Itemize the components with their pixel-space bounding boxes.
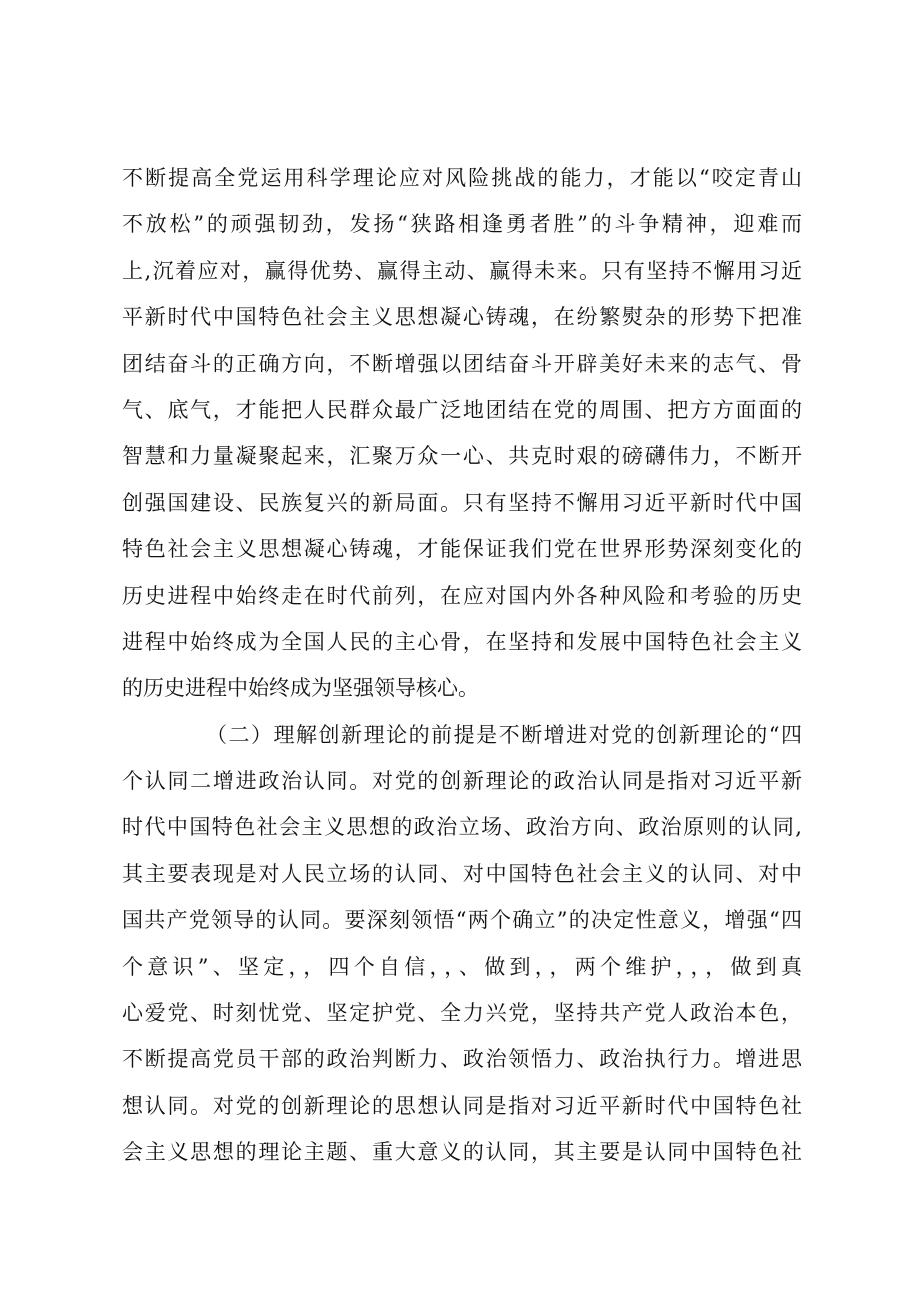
text-line: 不断提高党员干部的政治判断力、政治领悟力、政治执行力。增进思: [122, 1047, 802, 1072]
text-line: 想认同。对党的创新理论的思想认同是指对习近平新时代中国特色社: [122, 1093, 802, 1118]
text-line: 心爱党、时刻忧党、坚定护党、全力兴党，坚持共产党人政治本色，: [122, 1001, 802, 1026]
text-line: 团结奋斗的正确方向，不断增强以团结奋斗开辟美好未来的志气、骨: [122, 351, 802, 376]
text-line: 历史进程中始终走在时代前列，在应对国内外各种风险和考验的历史: [122, 583, 802, 608]
body-text: [122, 160, 802, 1181]
text-line: 气、底气，才能把人民群众最广泛地团结在党的周围、把方方面面的: [122, 397, 802, 422]
text-line: 上,沉着应对，赢得优势、赢得主动、赢得未来。只有坚持不懈用习近: [122, 258, 802, 283]
text-line: 其主要表现是对人民立场的认同、对中国特色社会主义的认同、对中: [122, 861, 802, 886]
text-line: 创强国建设、民族复兴的新局面。只有坚持不懈用习近平新时代中国: [122, 490, 802, 515]
text-line: 个意识”、坚定，，四个自信，，、做到，，两个维护，，，做到真: [122, 954, 802, 979]
text-line: 会主义思想的理论主题、重大意义的认同，其主要是认同中国特色社: [122, 1140, 802, 1165]
text-line: 不断提高全党运用科学理论应对风险挑战的能力，才能以“咬定青山: [122, 166, 802, 190]
text-line: 个认同二增进政治认同。对党的创新理论的政治认同是指对习近平新: [122, 769, 802, 794]
paragraph-end-line: 的历史进程中始终成为坚强领导核心。: [122, 676, 479, 701]
section-heading-line: （二）理解创新理论的前提是不断增进对党的创新理论的“四: [206, 722, 802, 747]
text-line: 国共产党领导的认同。要深刻领悟“两个确立”的决定性意义，增强“四: [122, 908, 802, 933]
text-line: 智慧和力量凝聚起来，汇聚万众一心、共克时艰的磅礴伟力，不断开: [122, 444, 802, 469]
text-line: 平新时代中国特色社会主义思想凝心铸魂，在纷繁熨杂的形势下把准: [122, 305, 802, 330]
text-line: 不放松”的顽强韧劲，发扬“狭路相逢勇者胜”的斗争精神，迎难而: [122, 212, 802, 237]
text-line: 时代中国特色社会主义思想的政治立场、政治方向、政治原则的认同,: [122, 815, 802, 840]
text-line: 进程中始终成为全国人民的主心骨，在坚持和发展中国特色社会主义: [122, 629, 802, 654]
text-line: 特色社会主义思想凝心铸魂，才能保证我们党在世界形势深刻变化的: [122, 537, 802, 562]
